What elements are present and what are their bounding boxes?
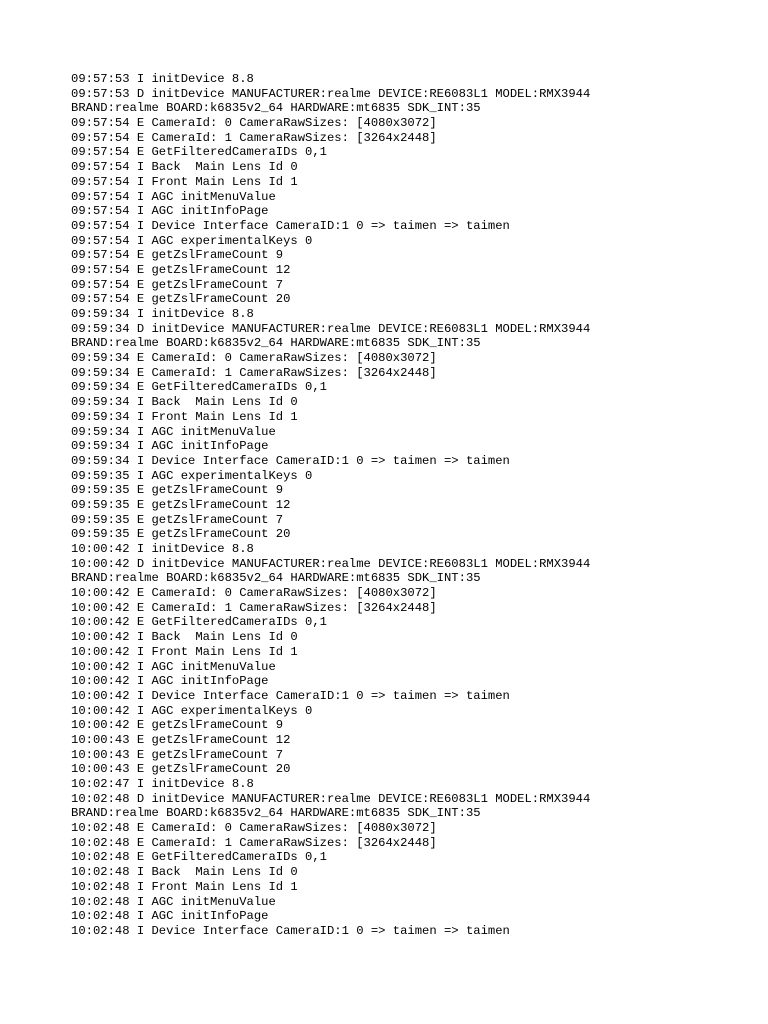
log-line: 10:00:43 E getZslFrameCount 7 <box>71 747 284 762</box>
log-line: 10:00:42 I Device Interface CameraID:1 0 => taimen => taimen <box>71 688 510 703</box>
log-line: 10:02:48 I Front Main Lens Id 1 <box>71 879 298 894</box>
log-line: 09:57:54 E getZslFrameCount 9 <box>71 248 284 263</box>
log-line: 09:59:34 I Device Interface CameraID:1 0 => taimen => taimen <box>71 453 510 468</box>
log-line: 09:57:54 E GetFilteredCameraIDs 0,1 <box>71 145 327 160</box>
log-line: 09:59:34 I Back Main Lens Id 0 <box>71 395 298 410</box>
log-line: 10:02:48 E CameraId: 1 CameraRawSizes: [3264x2448] <box>71 835 437 850</box>
log-line: 10:00:42 I AGC initInfoPage <box>71 674 269 689</box>
log-line: 10:00:42 I Back Main Lens Id 0 <box>71 630 298 645</box>
log-line: BRAND:realme BOARD:k6835v2_64 HARDWARE:mt6835 SDK_INT:35 <box>71 336 481 351</box>
log-line: 09:59:34 I Front Main Lens Id 1 <box>71 409 298 424</box>
log-line: 09:59:35 E getZslFrameCount 20 <box>71 527 291 542</box>
log-line: 09:59:35 I AGC experimentalKeys 0 <box>71 468 313 483</box>
log-line: 09:59:35 E getZslFrameCount 12 <box>71 497 291 512</box>
log-line: 09:57:54 I AGC experimentalKeys 0 <box>71 233 313 248</box>
log-line: 10:00:42 E getZslFrameCount 9 <box>71 718 284 733</box>
log-line: BRAND:realme BOARD:k6835v2_64 HARDWARE:mt6835 SDK_INT:35 <box>71 101 481 116</box>
log-line: 09:57:54 I AGC initMenuValue <box>71 189 276 204</box>
log-line: BRAND:realme BOARD:k6835v2_64 HARDWARE:mt6835 SDK_INT:35 <box>71 806 481 821</box>
log-line: 10:02:48 I AGC initInfoPage <box>71 909 269 924</box>
log-line: 09:57:54 E getZslFrameCount 20 <box>71 292 291 307</box>
log-line: 09:59:34 D initDevice MANUFACTURER:realme DEVICE:RE6083L1 MODEL:RMX3944 <box>71 321 591 336</box>
log-line: 10:02:48 E CameraId: 0 CameraRawSizes: [4080x3072] <box>71 821 437 836</box>
log-line: 10:02:48 I AGC initMenuValue <box>71 894 276 909</box>
log-line: 10:00:42 D initDevice MANUFACTURER:realme DEVICE:RE6083L1 MODEL:RMX3944 <box>71 556 591 571</box>
log-line: 09:57:53 D initDevice MANUFACTURER:realme DEVICE:RE6083L1 MODEL:RMX3944 <box>71 86 591 101</box>
log-line: 10:00:42 I AGC initMenuValue <box>71 659 276 674</box>
log-line: 10:00:42 E GetFilteredCameraIDs 0,1 <box>71 615 327 630</box>
log-line: 09:59:34 I AGC initInfoPage <box>71 439 269 454</box>
log-line: 10:02:48 I Back Main Lens Id 0 <box>71 865 298 880</box>
log-line: 10:00:42 I Front Main Lens Id 1 <box>71 644 298 659</box>
log-line: 09:59:35 E getZslFrameCount 9 <box>71 483 284 498</box>
log-line: 09:59:34 E CameraId: 1 CameraRawSizes: [3264x2448] <box>71 365 437 380</box>
log-line: 09:59:35 E getZslFrameCount 7 <box>71 512 284 527</box>
log-line: 09:59:34 E GetFilteredCameraIDs 0,1 <box>71 380 327 395</box>
log-line: 10:00:42 E CameraId: 1 CameraRawSizes: [3264x2448] <box>71 600 437 615</box>
log-line: 09:57:54 I AGC initInfoPage <box>71 204 269 219</box>
log-line: 09:57:54 E CameraId: 1 CameraRawSizes: [3264x2448] <box>71 130 437 145</box>
log-line: 10:02:48 I Device Interface CameraID:1 0 => taimen => taimen <box>71 923 510 938</box>
log-line: 10:02:48 E GetFilteredCameraIDs 0,1 <box>71 850 327 865</box>
log-line: 09:57:54 E getZslFrameCount 7 <box>71 277 284 292</box>
log-line: 09:57:54 E getZslFrameCount 12 <box>71 262 291 277</box>
log-line: 10:00:42 E CameraId: 0 CameraRawSizes: [4080x3072] <box>71 586 437 601</box>
log-line: 10:02:47 I initDevice 8.8 <box>71 777 254 791</box>
log-line: 09:57:53 I initDevice 8.8 <box>71 72 254 86</box>
log-line: 10:00:43 E getZslFrameCount 12 <box>71 732 291 747</box>
log-line: BRAND:realme BOARD:k6835v2_64 HARDWARE:mt6835 SDK_INT:35 <box>71 571 481 586</box>
log-text <box>71 72 751 939</box>
log-line: 10:00:42 I AGC experimentalKeys 0 <box>71 703 313 718</box>
log-line: 09:57:54 I Front Main Lens Id 1 <box>71 174 298 189</box>
log-line: 10:02:48 D initDevice MANUFACTURER:realme DEVICE:RE6083L1 MODEL:RMX3944 <box>71 791 591 806</box>
log-line: 09:59:34 I initDevice 8.8 <box>71 307 254 321</box>
log-line: 09:57:54 I Back Main Lens Id 0 <box>71 160 298 175</box>
log-line: 09:59:34 I AGC initMenuValue <box>71 424 276 439</box>
log-line: 09:57:54 I Device Interface CameraID:1 0 => taimen => taimen <box>71 218 510 233</box>
log-line: 10:00:43 E getZslFrameCount 20 <box>71 762 291 777</box>
log-line: 10:00:42 I initDevice 8.8 <box>71 542 254 556</box>
log-line: 09:59:34 E CameraId: 0 CameraRawSizes: [4080x3072] <box>71 351 437 366</box>
log-line: 09:57:54 E CameraId: 0 CameraRawSizes: [4080x3072] <box>71 116 437 131</box>
